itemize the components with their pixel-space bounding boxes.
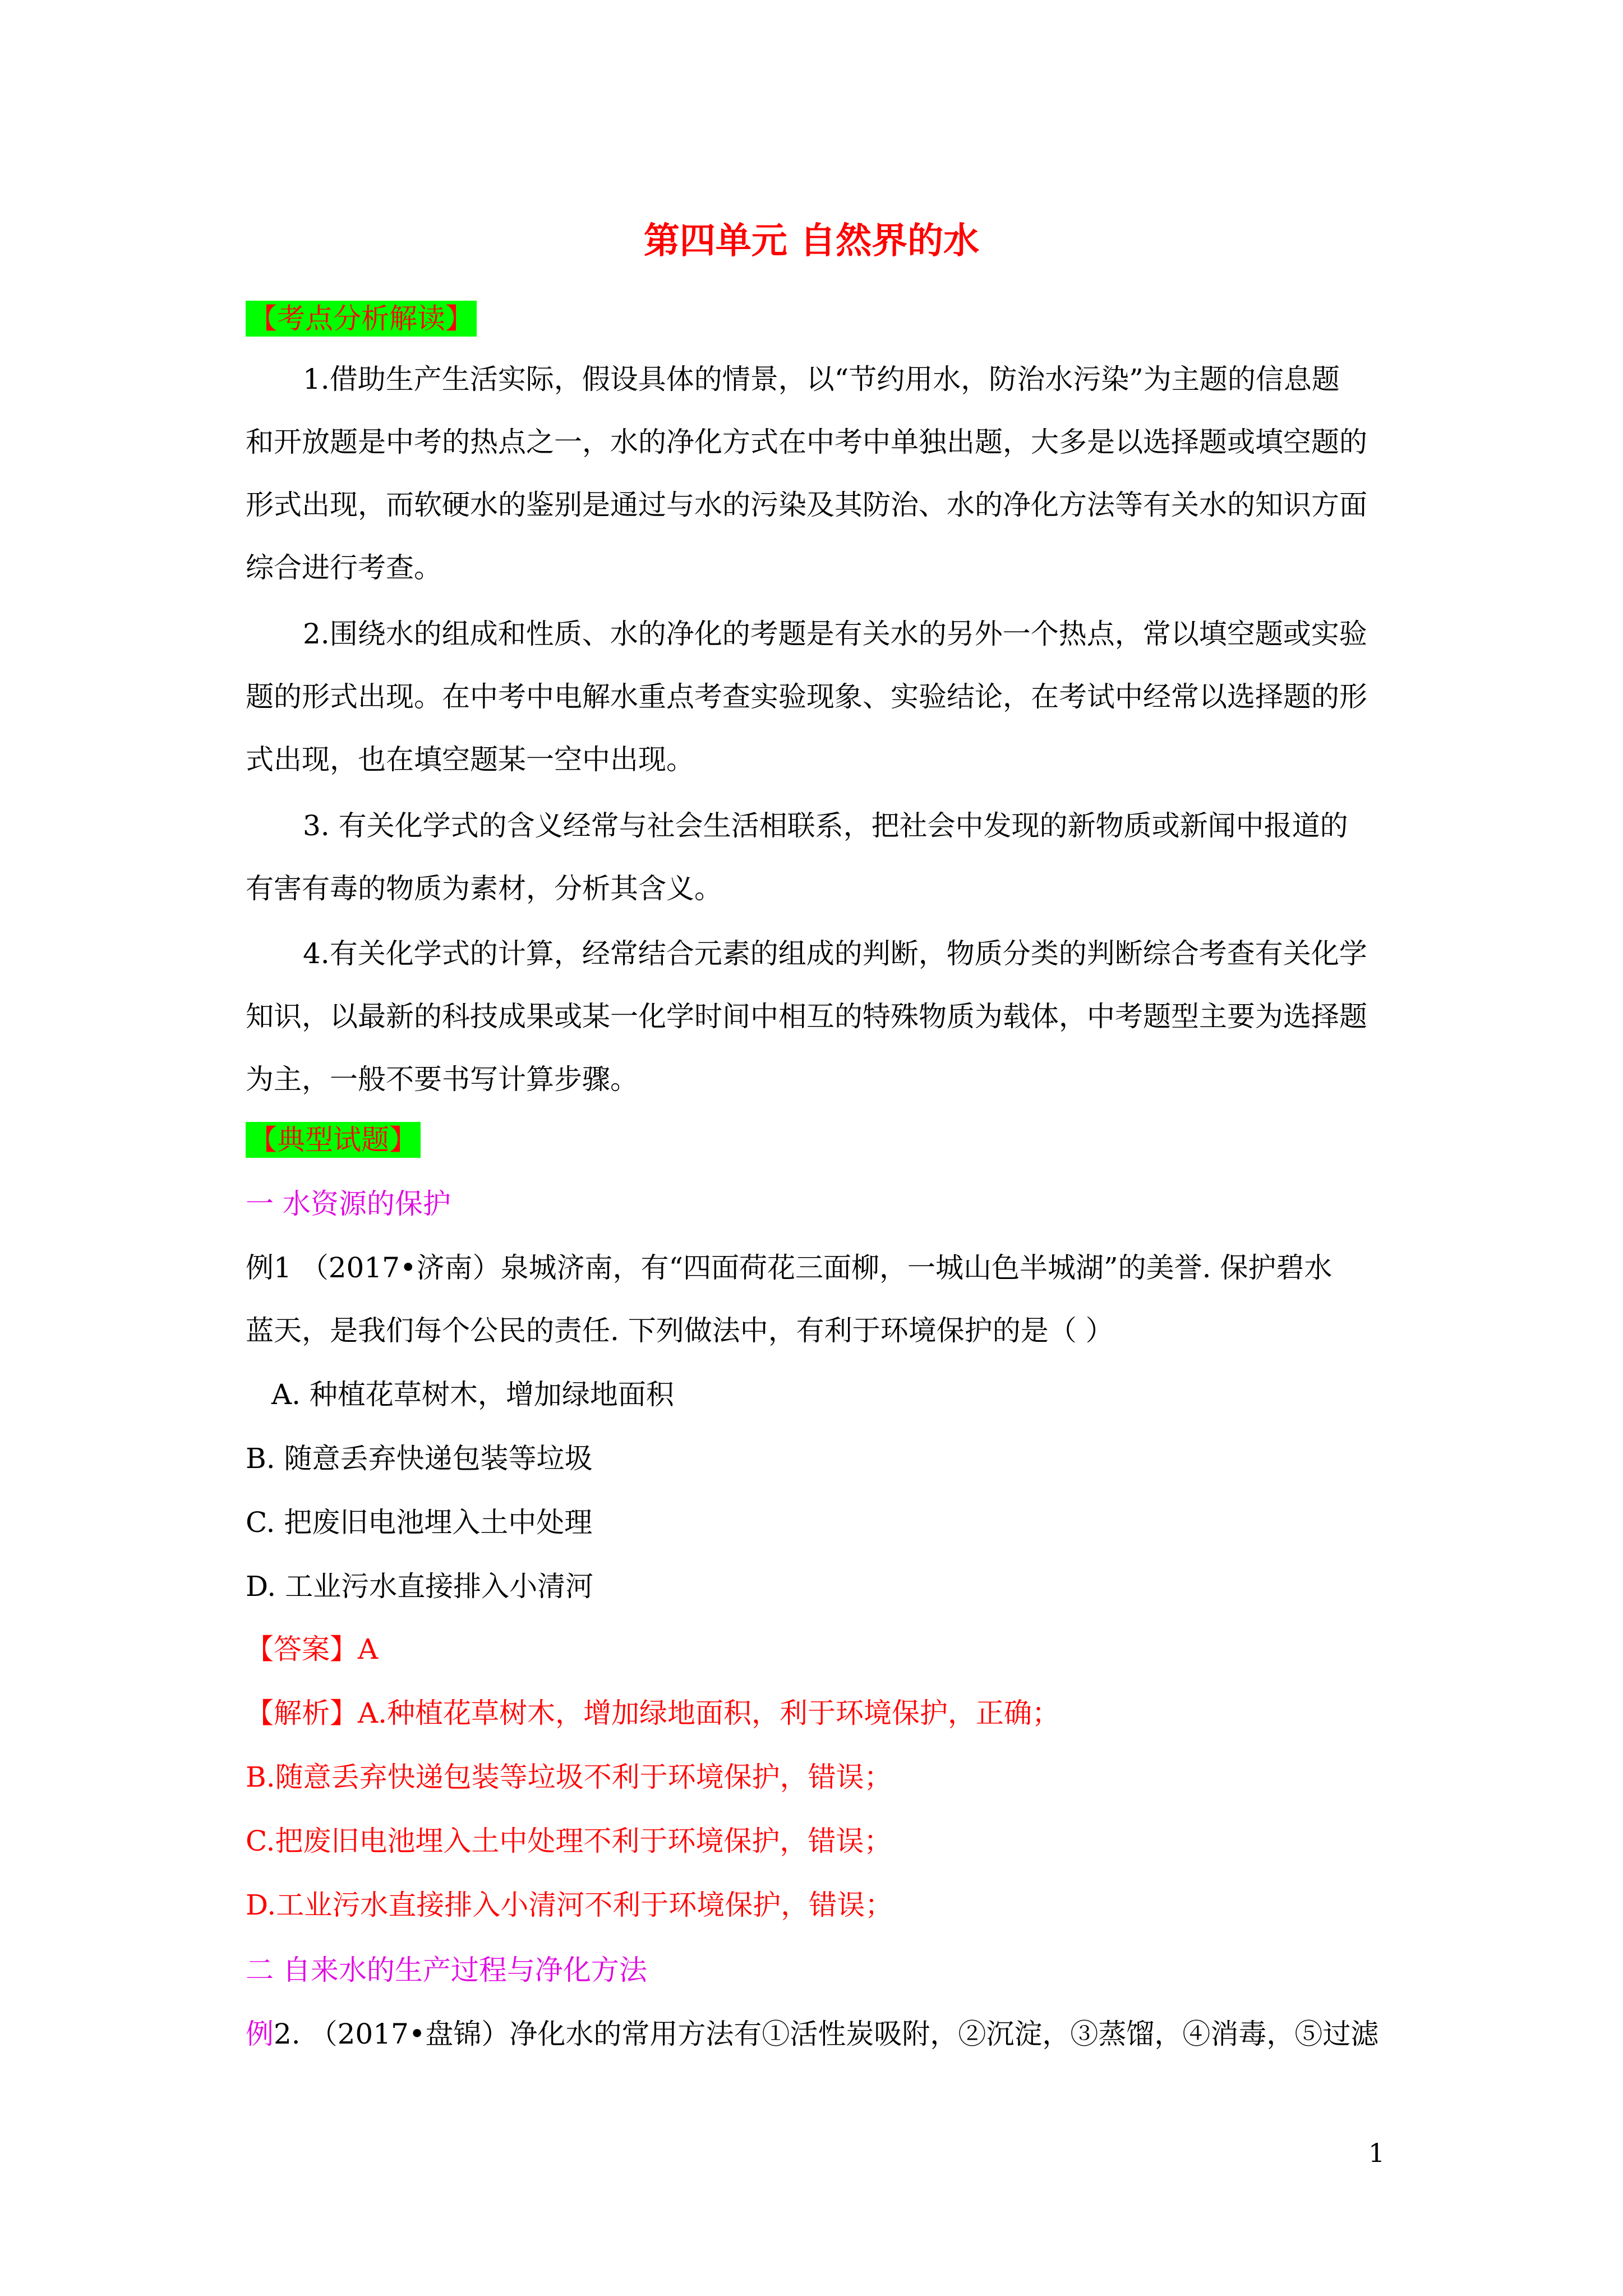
example-1-option-d: D. 工业污水直接排入小清河 <box>246 1570 594 1603</box>
example-1-explanation-d: D.工业污水直接排入小清河不利于环境保护，错误； <box>246 1889 893 1921</box>
analysis-1-line-2: 和开放题是中考的热点之一，水的净化方式在中考中单独出题，大多是以选择题或填空题的 <box>246 426 1367 458</box>
analysis-4-line-2: 知识，以最新的科技成果或某一化学时间中相互的特殊物质为载体，中考题型主要为选择题 <box>246 1000 1367 1033</box>
analysis-1-line-4: 综合进行考查。 <box>246 551 442 584</box>
analysis-2-line-3: 式出现，也在填空题某一空中出现。 <box>246 743 694 776</box>
example-1-answer <box>246 1631 378 1667</box>
answer-label: 【答案】 <box>246 1633 358 1665</box>
topic-2-heading: 二 自来水的生产过程与净化方法 <box>246 1954 647 1986</box>
example-1-explanation-b: B.随意丢弃快递包装等垃圾不利于环境保护，错误； <box>246 1761 892 1793</box>
page-number: 1 <box>1368 2138 1385 2168</box>
explanation-label: 【解析】 <box>246 1697 358 1729</box>
analysis-4-line-1: 4.有关化学式的计算，经常结合元素的组成的判断，物质分类的判断综合考查有关化学 <box>303 937 1367 970</box>
analysis-3-line-2: 有害有毒的物质为素材，分析其含义。 <box>246 872 722 905</box>
example-2-prefix: 例 <box>246 2018 274 2050</box>
example-1-option-b: B. 随意丢弃快递包装等垃圾 <box>246 1442 593 1475</box>
example-1-explanation-line-1 <box>246 1695 1060 1731</box>
analysis-3-line-1: 3. 有关化学式的含义经常与社会生活相联系，把社会中发现的新物质或新闻中报道的 <box>303 809 1348 842</box>
page-title: 第四单元 自然界的水 <box>643 220 980 262</box>
analysis-2-line-1: 2.围绕水的组成和性质、水的净化的考题是有关水的另外一个热点，常以填空题或实验 <box>303 618 1367 650</box>
analysis-4-line-3: 为主，一般不要书写计算步骤。 <box>246 1063 638 1096</box>
answer-value: A <box>358 1633 379 1665</box>
example-1-option-a: A. 种植花草树木，增加绿地面积 <box>271 1378 674 1411</box>
analysis-1-line-1: 1.借助生产生活实际，假设具体的情景，以“节约用水，防治水污染”为主题的信息题 <box>303 363 1340 395</box>
analysis-section-tag: 【考点分析解读】 <box>246 301 477 337</box>
examples-section-tag: 【典型试题】 <box>246 1122 421 1158</box>
example-2-line-1 <box>246 2016 1378 2052</box>
example-2-text: 2. （2017•盘锦）净化水的常用方法有①活性炭吸附，②沉淀，③蒸馏，④消毒，⑤过滤 <box>274 2018 1379 2050</box>
analysis-1-line-3: 形式出现，而软硬水的鉴别是通过与水的污染及其防治、水的净化方法等有关水的知识方面 <box>246 489 1367 521</box>
example-1-explanation-c: C.把废旧电池埋入土中处理不利于环境保护，错误； <box>246 1825 892 1857</box>
example-1-line-1: 例1 （2017•济南）泉城济南，有“四面荷花三面柳，一城山色半城湖”的美誉. 保护碧水 <box>246 1251 1332 1284</box>
example-1-line-2: 蓝天，是我们每个公民的责任. 下列做法中，有利于环境保护的是（ ） <box>246 1314 1114 1347</box>
explanation-text-a: A.种植花草树木，增加绿地面积，利于环境保护，正确； <box>358 1697 1061 1729</box>
example-1-option-c: C. 把废旧电池埋入土中处理 <box>246 1506 593 1539</box>
topic-1-heading: 一 水资源的保护 <box>246 1188 451 1220</box>
analysis-2-line-2: 题的形式出现。在中考中电解水重点考查实验现象、实验结论，在考试中经常以选择题的形 <box>246 680 1367 713</box>
